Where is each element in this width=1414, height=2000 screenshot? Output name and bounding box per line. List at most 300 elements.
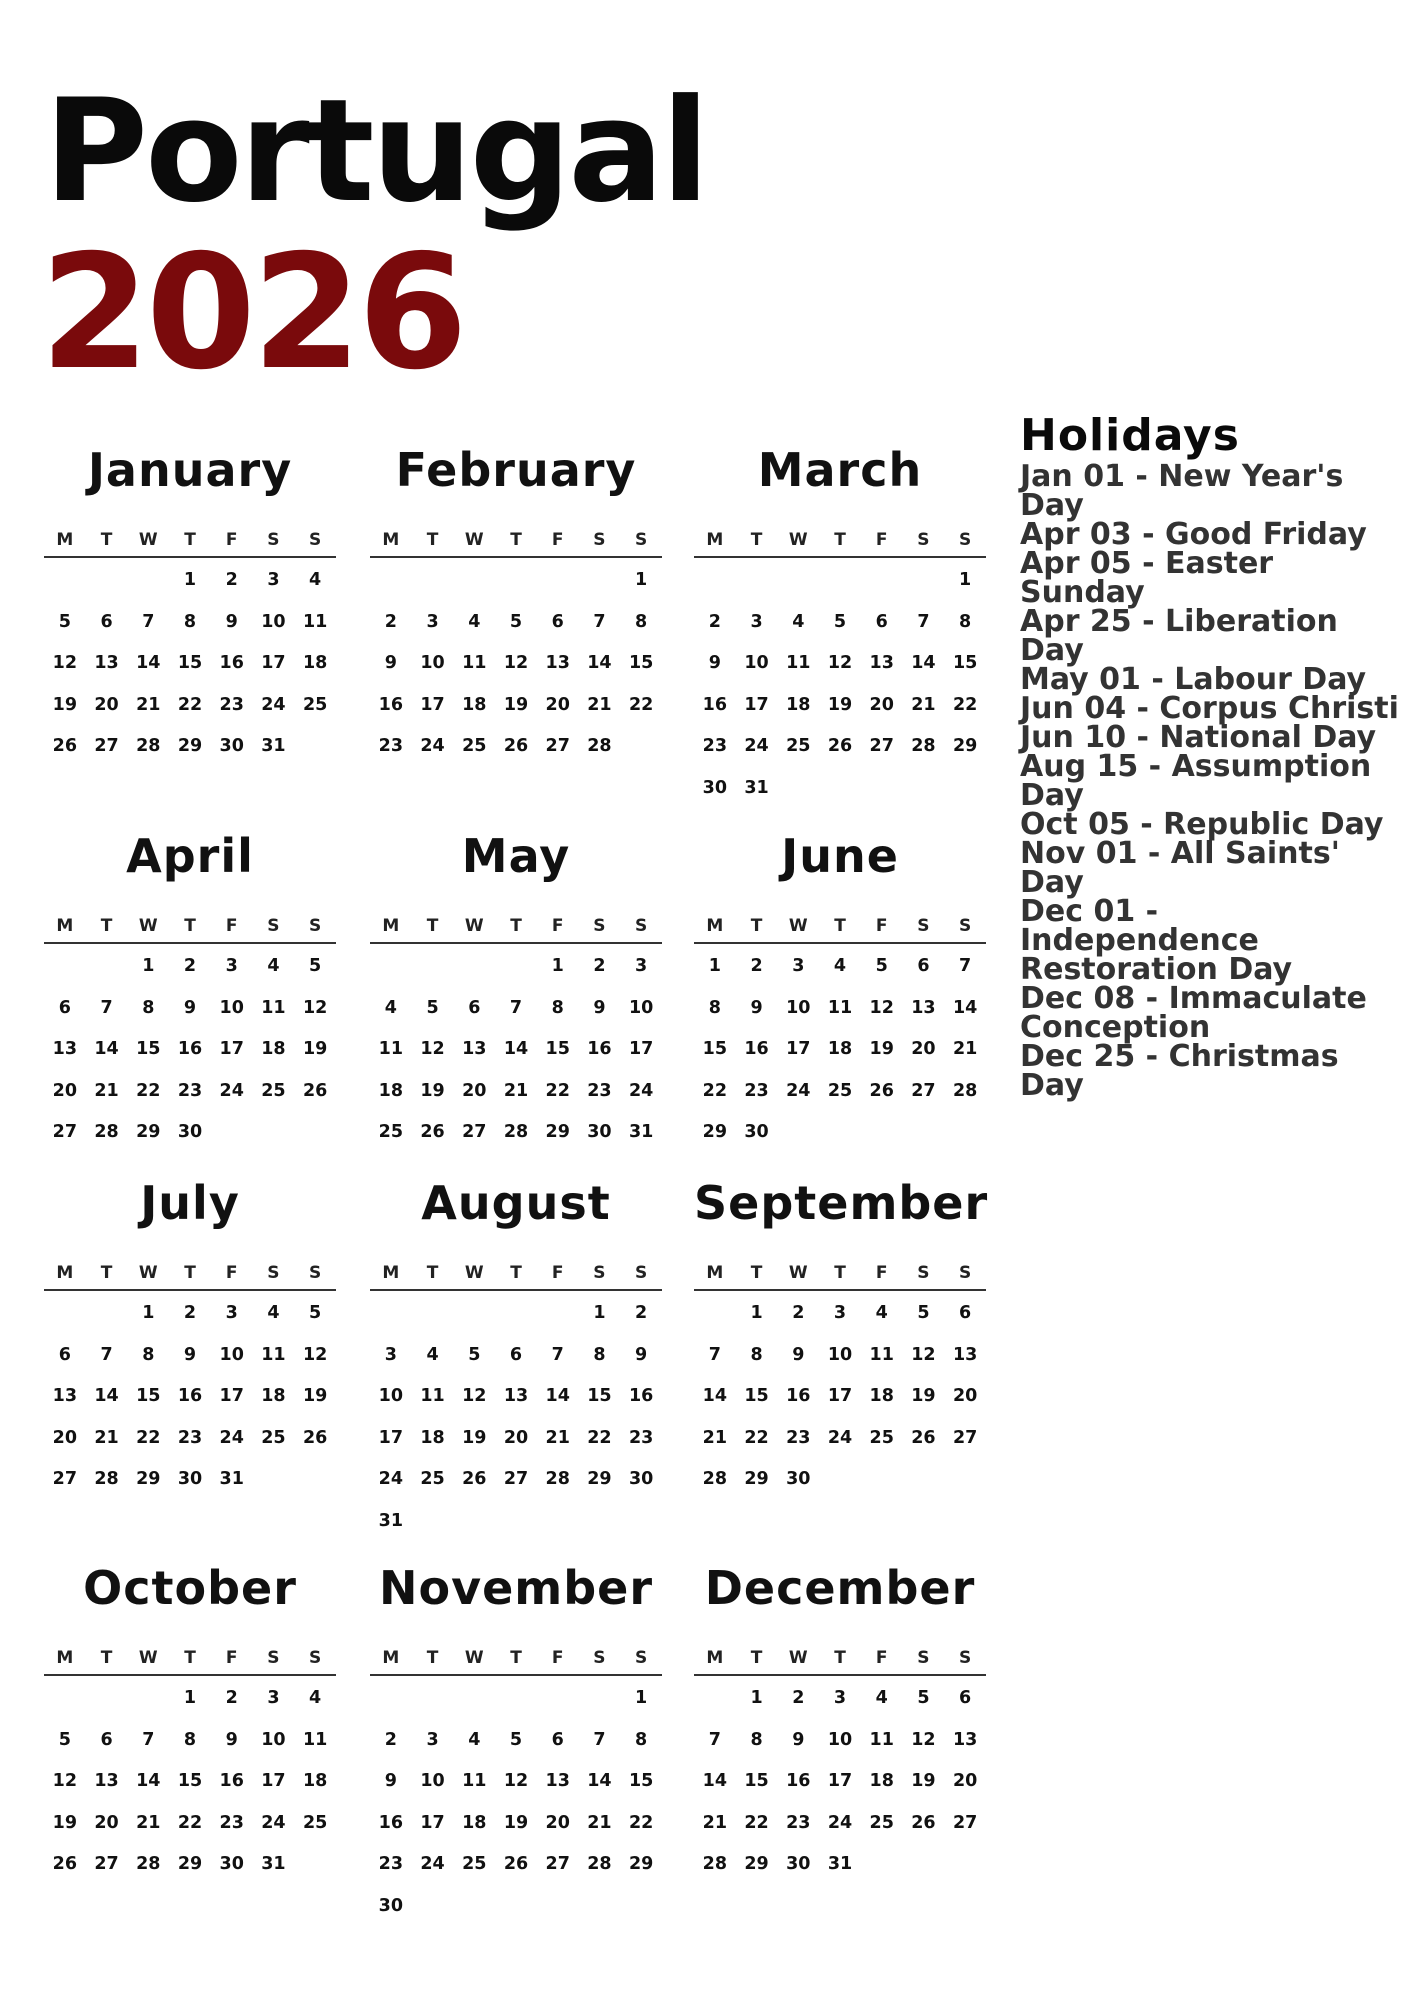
day-cell: 4 xyxy=(792,611,805,632)
day-grid xyxy=(694,1293,986,1501)
day-cell: 18 xyxy=(261,1039,286,1059)
day-cell: 14 xyxy=(911,653,936,673)
day-cell: 3 xyxy=(635,956,648,976)
weekday-label: T xyxy=(100,1648,113,1668)
day-cell: 19 xyxy=(503,1812,529,1833)
day-cell: 30 xyxy=(177,1122,203,1142)
day-cell: 6 xyxy=(100,1729,113,1750)
month-name: March xyxy=(757,443,923,497)
day-cell: 14 xyxy=(952,997,978,1018)
weekday-label: S xyxy=(917,916,930,936)
weekday-header xyxy=(44,526,336,558)
day-cell: 20 xyxy=(911,1039,936,1059)
day-cell: 27 xyxy=(545,736,570,756)
day-cell: 27 xyxy=(911,1080,936,1101)
day-cell: 21 xyxy=(702,1427,728,1448)
weekday-label: T xyxy=(750,1263,763,1283)
day-cell: 8 xyxy=(593,1344,606,1365)
day-cell: 28 xyxy=(136,1854,161,1874)
holiday-item: Dec 25 - Christmas Day xyxy=(1020,1039,1339,1103)
day-cell: 29 xyxy=(136,1469,161,1489)
day-cell: 29 xyxy=(177,736,203,756)
month-name: September xyxy=(694,1176,989,1230)
day-cell: 24 xyxy=(628,1080,654,1101)
day-cell: 9 xyxy=(750,997,763,1018)
month-march xyxy=(694,440,986,809)
day-cell: 11 xyxy=(302,1729,328,1750)
month-april xyxy=(44,826,336,1154)
day-cell: 2 xyxy=(750,956,763,976)
weekday-label: W xyxy=(464,916,484,936)
day-cell: 18 xyxy=(378,1080,404,1101)
weekday-label: S xyxy=(635,1263,648,1283)
holiday-item: Jun 10 - National Day xyxy=(1020,720,1377,755)
day-cell: 17 xyxy=(219,1386,244,1406)
day-cell: 23 xyxy=(177,1080,203,1101)
weekday-label: T xyxy=(834,1648,846,1668)
weekday-label: S xyxy=(309,916,322,936)
day-cell: 6 xyxy=(100,611,113,632)
day-cell: 17 xyxy=(378,1427,404,1448)
day-cell: 5 xyxy=(917,1303,930,1323)
day-cell: 28 xyxy=(545,1469,570,1489)
month-february xyxy=(370,440,662,768)
weekday-label: T xyxy=(834,916,846,936)
weekday-label: T xyxy=(750,530,763,550)
day-cell: 29 xyxy=(628,1854,654,1874)
day-cell: 6 xyxy=(509,1344,523,1365)
day-cell: 2 xyxy=(225,1688,238,1708)
day-cell: 13 xyxy=(52,1039,78,1059)
month-december xyxy=(694,1558,986,1886)
day-cell: 7 xyxy=(959,956,972,976)
day-cell: 26 xyxy=(503,736,529,756)
day-cell: 13 xyxy=(94,653,119,673)
day-cell: 25 xyxy=(462,1854,487,1874)
day-cell: 29 xyxy=(744,1854,769,1874)
day-cell: 11 xyxy=(462,1771,487,1791)
weekday-label: W xyxy=(788,530,808,550)
day-cell: 14 xyxy=(136,1771,161,1791)
day-cell: 12 xyxy=(302,1344,328,1365)
day-cell: 27 xyxy=(462,1122,487,1142)
day-cell: 21 xyxy=(94,1080,119,1101)
day-cell: 22 xyxy=(136,1080,161,1101)
day-cell: 1 xyxy=(551,956,564,976)
day-cell: 4 xyxy=(875,1303,888,1323)
day-cell: 14 xyxy=(94,1039,119,1059)
day-cell: 19 xyxy=(869,1039,894,1059)
day-cell: 27 xyxy=(52,1469,78,1489)
day-cell: 27 xyxy=(952,1812,978,1833)
empty-day-cell xyxy=(86,1293,128,1335)
day-cell: 2 xyxy=(792,1303,805,1323)
weekday-label: S xyxy=(593,1263,606,1283)
day-cell: 13 xyxy=(545,653,570,673)
day-grid xyxy=(694,1678,986,1886)
weekday-label: S xyxy=(959,1648,972,1668)
empty-day-cell xyxy=(579,1678,621,1720)
month-name: May xyxy=(461,829,571,883)
day-cell: 7 xyxy=(100,997,113,1018)
day-cell: 26 xyxy=(503,1854,529,1874)
day-cell: 2 xyxy=(384,611,397,632)
day-cell: 23 xyxy=(177,1427,203,1448)
empty-day-cell xyxy=(44,946,86,988)
empty-day-cell xyxy=(861,560,903,602)
weekday-label: M xyxy=(56,530,74,550)
month-name: October xyxy=(83,1561,297,1615)
weekday-label: F xyxy=(551,530,564,550)
weekday-label: S xyxy=(309,1263,322,1283)
day-cell: 21 xyxy=(94,1427,119,1448)
day-cell: 6 xyxy=(468,997,481,1018)
day-cell: 18 xyxy=(869,1771,894,1791)
weekday-label: M xyxy=(706,916,724,936)
weekday-label: T xyxy=(834,530,846,550)
day-cell: 29 xyxy=(702,1122,728,1142)
empty-day-cell xyxy=(736,560,778,602)
weekday-label: T xyxy=(100,916,113,936)
day-cell: 18 xyxy=(261,1386,286,1406)
day-cell: 18 xyxy=(462,694,487,715)
day-cell: 18 xyxy=(302,1771,328,1791)
day-cell: 24 xyxy=(219,1080,244,1101)
day-cell: 23 xyxy=(378,736,404,756)
day-cell: 17 xyxy=(827,1386,853,1406)
day-cell: 6 xyxy=(959,1303,972,1323)
empty-day-cell xyxy=(412,946,454,988)
empty-day-cell xyxy=(453,946,495,988)
weekday-label: F xyxy=(551,1648,564,1668)
day-cell: 24 xyxy=(420,1854,445,1874)
day-cell: 28 xyxy=(136,736,161,756)
day-cell: 20 xyxy=(94,694,119,715)
day-cell: 20 xyxy=(545,1812,570,1833)
day-cell: 9 xyxy=(384,653,397,673)
empty-day-cell xyxy=(412,560,454,602)
weekday-label: S xyxy=(917,1263,930,1283)
weekday-label: T xyxy=(834,1263,846,1283)
empty-day-cell xyxy=(44,1678,86,1720)
weekday-label: T xyxy=(426,1263,439,1283)
empty-day-cell xyxy=(495,560,537,602)
day-cell: 27 xyxy=(952,1427,978,1448)
weekday-label: M xyxy=(382,916,400,936)
day-cell: 3 xyxy=(426,611,439,632)
day-cell: 2 xyxy=(635,1303,648,1323)
day-cell: 12 xyxy=(503,653,529,673)
day-cell: 10 xyxy=(219,1344,244,1365)
day-cell: 25 xyxy=(261,1427,286,1448)
day-grid xyxy=(44,560,336,768)
day-cell: 12 xyxy=(869,997,894,1018)
day-cell: 6 xyxy=(959,1688,972,1708)
day-cell: 10 xyxy=(827,1729,853,1750)
weekday-label: T xyxy=(510,1648,522,1668)
day-cell: 12 xyxy=(503,1771,529,1791)
day-cell: 11 xyxy=(869,1729,894,1750)
day-cell: 4 xyxy=(833,956,847,976)
holiday-item: Dec 01 - Independence Restoration Day xyxy=(1020,894,1293,987)
day-cell: 24 xyxy=(744,736,769,756)
weekday-label: T xyxy=(510,1263,522,1283)
day-cell: 25 xyxy=(786,736,811,756)
day-cell: 5 xyxy=(875,956,888,976)
weekday-label: F xyxy=(225,916,238,936)
day-cell: 18 xyxy=(827,1039,853,1059)
weekday-label: S xyxy=(267,916,280,936)
day-cell: 5 xyxy=(468,1344,481,1365)
day-cell: 25 xyxy=(827,1080,853,1101)
day-grid xyxy=(44,1293,336,1501)
day-cell: 8 xyxy=(959,611,972,632)
weekday-header xyxy=(44,1644,336,1676)
day-cell: 7 xyxy=(593,611,606,632)
day-cell: 19 xyxy=(52,694,78,715)
day-cell: 25 xyxy=(302,694,328,715)
weekday-header xyxy=(694,912,986,944)
day-cell: 19 xyxy=(52,1812,78,1833)
empty-day-cell xyxy=(127,1678,169,1720)
day-cell: 2 xyxy=(593,956,606,976)
day-cell: 15 xyxy=(177,653,203,673)
day-cell: 19 xyxy=(503,694,529,715)
day-cell: 4 xyxy=(468,1729,481,1750)
day-cell: 11 xyxy=(378,1039,404,1059)
day-cell: 26 xyxy=(827,736,853,756)
day-cell: 17 xyxy=(261,1771,286,1791)
day-cell: 3 xyxy=(833,1688,847,1708)
day-cell: 2 xyxy=(792,1688,805,1708)
empty-day-cell xyxy=(44,1293,86,1335)
day-cell: 2 xyxy=(225,570,238,590)
weekday-label: S xyxy=(635,916,648,936)
day-cell: 19 xyxy=(302,1039,328,1059)
weekday-label: S xyxy=(959,1263,972,1283)
day-cell: 21 xyxy=(587,694,612,715)
day-cell: 27 xyxy=(503,1469,529,1489)
day-cell: 17 xyxy=(827,1771,853,1791)
day-cell: 5 xyxy=(509,1729,523,1750)
day-cell: 6 xyxy=(551,1729,564,1750)
day-cell: 28 xyxy=(952,1080,978,1101)
day-cell: 3 xyxy=(225,1303,238,1323)
day-cell: 16 xyxy=(177,1386,203,1406)
day-cell: 24 xyxy=(786,1080,811,1101)
weekday-label: T xyxy=(426,916,439,936)
day-cell: 6 xyxy=(917,956,930,976)
day-cell: 22 xyxy=(702,1080,728,1101)
day-cell: 22 xyxy=(744,1812,769,1833)
day-cell: 14 xyxy=(136,653,161,673)
day-cell: 27 xyxy=(94,1854,119,1874)
day-cell: 11 xyxy=(261,1344,286,1365)
empty-day-cell xyxy=(412,1678,454,1720)
empty-day-cell xyxy=(579,560,621,602)
weekday-label: S xyxy=(267,1648,280,1668)
day-cell: 5 xyxy=(309,956,322,976)
weekday-header xyxy=(44,1259,336,1291)
day-cell: 8 xyxy=(708,997,721,1018)
day-cell: 23 xyxy=(744,1080,769,1101)
day-cell: 28 xyxy=(503,1122,529,1142)
day-cell: 23 xyxy=(378,1854,404,1874)
day-cell: 13 xyxy=(911,997,936,1018)
day-cell: 15 xyxy=(136,1386,161,1406)
day-cell: 15 xyxy=(702,1039,728,1059)
day-cell: 31 xyxy=(219,1469,244,1489)
day-cell: 30 xyxy=(177,1469,203,1489)
day-cell: 22 xyxy=(628,1812,654,1833)
weekday-header xyxy=(370,912,662,944)
day-cell: 3 xyxy=(833,1303,847,1323)
day-cell: 23 xyxy=(786,1812,811,1833)
day-cell: 23 xyxy=(786,1427,811,1448)
day-cell: 1 xyxy=(183,570,197,590)
day-cell: 19 xyxy=(827,694,853,715)
day-cell: 30 xyxy=(786,1469,811,1489)
empty-day-cell xyxy=(694,1293,736,1335)
day-cell: 17 xyxy=(420,694,445,715)
weekday-label: T xyxy=(184,1648,196,1668)
day-cell: 7 xyxy=(100,1344,113,1365)
month-september xyxy=(694,1173,989,1501)
day-cell: 5 xyxy=(309,1303,322,1323)
day-cell: 2 xyxy=(708,611,721,632)
day-cell: 15 xyxy=(545,1039,570,1059)
day-cell: 5 xyxy=(58,1729,71,1750)
month-name: January xyxy=(87,443,293,497)
day-cell: 5 xyxy=(833,611,847,632)
day-cell: 2 xyxy=(183,956,197,976)
day-cell: 13 xyxy=(952,1729,978,1750)
day-cell: 29 xyxy=(136,1122,161,1142)
holiday-item: Dec 08 - Immaculate Conception xyxy=(1020,981,1367,1045)
day-cell: 25 xyxy=(261,1080,286,1101)
weekday-label: W xyxy=(788,1648,808,1668)
day-cell: 8 xyxy=(142,997,155,1018)
day-cell: 21 xyxy=(136,1812,161,1833)
day-cell: 23 xyxy=(702,736,728,756)
day-cell: 29 xyxy=(952,736,978,756)
weekday-label: T xyxy=(750,916,763,936)
day-cell: 30 xyxy=(702,777,728,798)
day-cell: 15 xyxy=(136,1039,161,1059)
weekday-label: S xyxy=(959,916,972,936)
weekday-label: F xyxy=(225,530,238,550)
weekday-label: S xyxy=(917,1648,930,1668)
day-cell: 16 xyxy=(786,1771,811,1791)
weekday-label: W xyxy=(138,1263,158,1283)
day-cell: 8 xyxy=(635,1729,648,1750)
empty-day-cell xyxy=(86,1678,128,1720)
empty-day-cell xyxy=(86,560,128,602)
day-cell: 12 xyxy=(462,1386,487,1406)
day-cell: 19 xyxy=(420,1080,445,1101)
weekday-label: M xyxy=(56,1648,74,1668)
day-cell: 7 xyxy=(142,1729,155,1750)
weekday-label: M xyxy=(382,530,400,550)
holiday-item: Nov 01 - All Saints' Day xyxy=(1020,836,1340,900)
holiday-item: Jan 01 - New Year's Day xyxy=(1020,459,1344,523)
day-cell: 14 xyxy=(587,653,612,673)
month-october xyxy=(44,1558,336,1886)
day-cell: 9 xyxy=(792,1344,805,1365)
holiday-item: Apr 03 - Good Friday xyxy=(1020,517,1367,552)
empty-day-cell xyxy=(453,1293,495,1335)
day-cell: 11 xyxy=(420,1386,445,1406)
weekday-label: F xyxy=(551,1263,564,1283)
day-cell: 16 xyxy=(219,1771,244,1791)
day-cell: 17 xyxy=(420,1812,445,1833)
day-cell: 3 xyxy=(267,1688,280,1708)
weekday-label: S xyxy=(593,1648,606,1668)
day-cell: 24 xyxy=(219,1427,244,1448)
day-cell: 14 xyxy=(702,1386,728,1406)
day-grid xyxy=(44,1678,336,1886)
day-cell: 16 xyxy=(587,1039,612,1059)
weekday-label: T xyxy=(510,530,522,550)
day-cell: 12 xyxy=(302,997,328,1018)
day-cell: 18 xyxy=(869,1386,894,1406)
holidays-title: Holidays xyxy=(1020,410,1240,461)
day-cell: 18 xyxy=(420,1427,445,1448)
day-cell: 19 xyxy=(911,1771,936,1791)
day-cell: 21 xyxy=(136,694,161,715)
day-cell: 14 xyxy=(503,1039,529,1059)
day-cell: 24 xyxy=(827,1427,853,1448)
day-cell: 6 xyxy=(58,1344,71,1365)
weekday-label: M xyxy=(56,916,74,936)
empty-day-cell xyxy=(370,1678,412,1720)
day-cell: 15 xyxy=(628,653,654,673)
day-cell: 29 xyxy=(587,1469,612,1489)
day-cell: 17 xyxy=(261,653,286,673)
day-grid xyxy=(694,560,986,809)
day-cell: 7 xyxy=(708,1729,721,1750)
day-cell: 25 xyxy=(869,1812,894,1833)
day-cell: 11 xyxy=(869,1344,894,1365)
day-cell: 7 xyxy=(509,997,523,1018)
day-cell: 9 xyxy=(225,611,238,632)
day-cell: 14 xyxy=(587,1771,612,1791)
day-cell: 22 xyxy=(177,1812,203,1833)
weekday-header xyxy=(370,1644,662,1676)
weekday-label: T xyxy=(510,916,522,936)
weekday-header xyxy=(44,912,336,944)
day-cell: 2 xyxy=(384,1729,397,1750)
day-cell: 28 xyxy=(911,736,936,756)
weekday-label: W xyxy=(788,916,808,936)
day-cell: 8 xyxy=(750,1344,763,1365)
day-cell: 20 xyxy=(94,1812,119,1833)
day-cell: 1 xyxy=(593,1303,606,1323)
day-cell: 20 xyxy=(52,1080,78,1101)
day-cell: 14 xyxy=(94,1386,119,1406)
empty-day-cell xyxy=(903,560,945,602)
month-name: December xyxy=(704,1561,976,1615)
day-cell: 11 xyxy=(302,611,328,632)
day-cell: 24 xyxy=(420,736,445,756)
weekday-label: T xyxy=(184,530,196,550)
holidays-panel xyxy=(1020,410,1400,1103)
day-cell: 4 xyxy=(384,997,397,1018)
month-january xyxy=(44,440,336,768)
month-name: November xyxy=(378,1561,654,1615)
holiday-item: Apr 25 - Liberation Day xyxy=(1020,604,1338,668)
day-cell: 19 xyxy=(462,1427,487,1448)
